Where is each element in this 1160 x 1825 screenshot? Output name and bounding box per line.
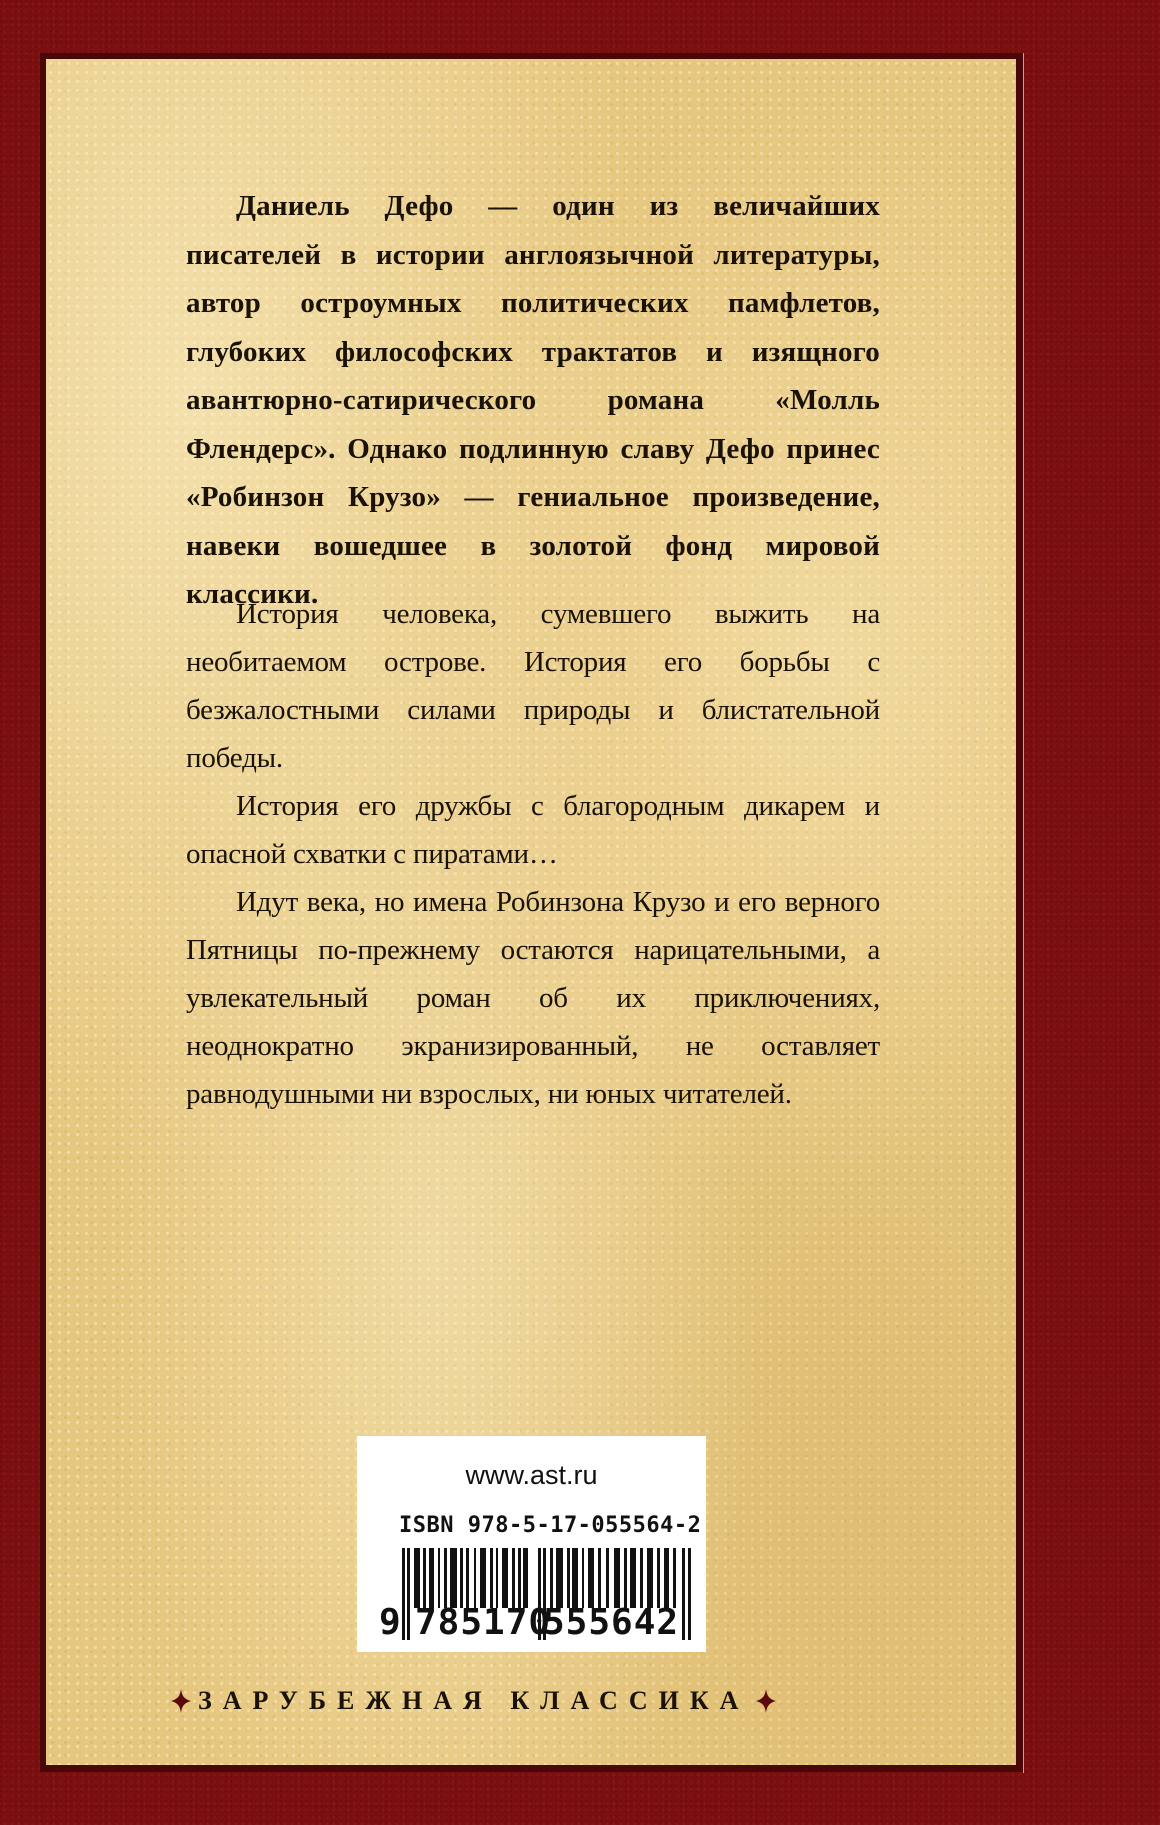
isbn-text: ISBN 978-5-17-055564-2 [399, 1513, 702, 1538]
description-paragraph: История его дружбы с благородным дикарем и опасной схватки с пиратами… [186, 790, 880, 870]
description-paragraph: Идут века, но имена Робинзона Крузо и его верного Пятницы по-прежнему остаются нарицательными, а увлекательный роман об их приключениях, неоднократно экранизированный, не оставляет равнодушными ни взрослых, ни юных читателей. [186, 886, 880, 1110]
intro-paragraph: Даниель Дефо — один из величайших писателей в истории англоязычной литературы, автор остроумных политических памфлетов, глубоких философских трактатов и изящного авантюрно-сатирического романа «Молль Флендерс». Однако подлинную славу Дефо принес «Робинзон Крузо» — гениальное произведение, навеки вошедшее в золотой фонд мировой классики. [186, 190, 880, 610]
series-label: ЗАРУБЕЖНАЯ КЛАССИКА [198, 1686, 750, 1715]
intro-block [186, 182, 880, 619]
publisher-website: www.ast.ru [465, 1460, 598, 1490]
barcode-label [357, 1436, 706, 1652]
barcode-digits-left: 785170 [415, 1602, 552, 1643]
star-ornament-icon [755, 1688, 777, 1714]
cover-frame-line [1023, 53, 1024, 1773]
series-title [170, 1681, 890, 1721]
description-paragraph: История человека, сумевшего выжить на необитаемом острове. История его борьбы с безжалостными силами природы и блистательной победы. [186, 598, 880, 774]
description-block [186, 590, 880, 1118]
barcode-digit-first: 9 [379, 1602, 401, 1643]
star-ornament-icon [170, 1688, 192, 1714]
barcode-digits-right: 555642 [543, 1602, 680, 1643]
